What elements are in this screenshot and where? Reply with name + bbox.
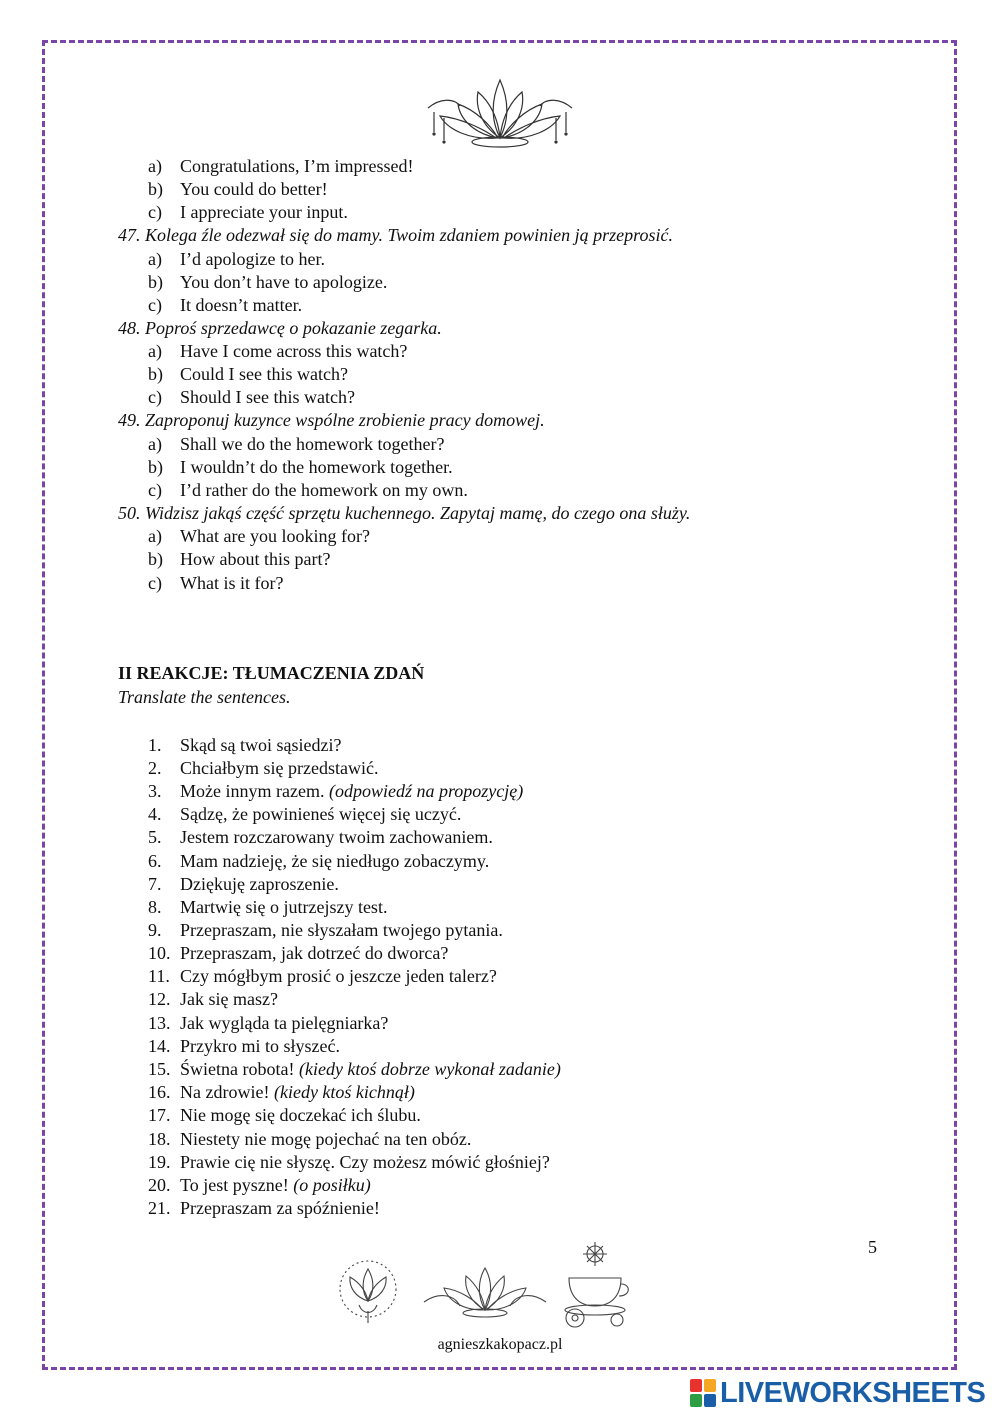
list-item: a) Shall we do the homework together? bbox=[148, 434, 445, 454]
list-item: 9. Przepraszam, nie słyszałam twojego pytania. bbox=[148, 920, 503, 940]
website-url: agnieszkakopacz.pl bbox=[437, 1336, 563, 1353]
list-item: 19. Prawie cię nie słyszę. Czy możesz mówić głośniej? bbox=[148, 1152, 550, 1172]
question-prompt: 48. Poproś sprzedawcę o pokazanie zegarka. bbox=[118, 318, 442, 338]
list-item: c) I appreciate your input. bbox=[148, 202, 348, 222]
list-item: c) What is it for? bbox=[148, 573, 284, 593]
list-item: 13. Jak wygląda ta pielęgniarka? bbox=[148, 1013, 389, 1033]
list-item: a) Congratulations, I’m impressed! bbox=[148, 156, 414, 176]
list-item: 12. Jak się masz? bbox=[148, 989, 278, 1009]
list-item: b) You could do better! bbox=[148, 179, 328, 199]
list-item: c) Should I see this watch? bbox=[148, 387, 355, 407]
page-number: 5 bbox=[868, 1237, 877, 1257]
question-prompt: 50. Widzisz jakąś część sprzętu kuchennego. Zapytaj mamę, do czego ona służy. bbox=[118, 503, 691, 523]
list-item: a) I’d apologize to her. bbox=[148, 249, 325, 269]
list-item: 15. Świetna robota! (kiedy ktoś dobrze wykonał zadanie) bbox=[148, 1059, 561, 1079]
list-item: 21. Przepraszam za spóźnienie! bbox=[148, 1198, 380, 1218]
list-item: b) I wouldn’t do the homework together. bbox=[148, 457, 453, 477]
list-item: b) Could I see this watch? bbox=[148, 364, 348, 384]
list-item: 14. Przykro mi to słyszeć. bbox=[148, 1036, 340, 1056]
liveworksheets-badge-icon bbox=[690, 1379, 716, 1407]
question-prompt: 49. Zaproponuj kuzynce wspólne zrobienie pracy domowej. bbox=[118, 410, 545, 430]
list-item: 20. To jest pyszne! (o posiłku) bbox=[148, 1175, 371, 1195]
liveworksheets-logo bbox=[690, 1376, 985, 1410]
list-item: 18. Niestety nie mogę pojechać na ten obóz. bbox=[148, 1129, 472, 1149]
list-item: 2. Chciałbym się przedstawić. bbox=[148, 758, 379, 778]
lotus-ornament-icon bbox=[420, 1262, 550, 1320]
brand-name: LIVEWORKSHEETS bbox=[720, 1376, 986, 1409]
list-item: a) What are you looking for? bbox=[148, 526, 370, 546]
list-item: 6. Mam nadzieję, że się niedługo zobaczymy. bbox=[148, 851, 490, 871]
teacup-flowers-icon bbox=[555, 1240, 635, 1330]
list-item: 5. Jestem rozczarowany twoim zachowaniem. bbox=[148, 827, 493, 847]
list-item: b) You don’t have to apologize. bbox=[148, 272, 388, 292]
list-item: 7. Dziękuję zaproszenie. bbox=[148, 874, 339, 894]
list-item: 3. Może innym razem. (odpowiedź na propozycję) bbox=[148, 781, 524, 801]
list-item: 17. Nie mogę się doczekać ich ślubu. bbox=[148, 1105, 421, 1125]
list-item: c) I’d rather do the homework on my own. bbox=[148, 480, 468, 500]
section-instruction: Translate the sentences. bbox=[118, 687, 291, 707]
lotus-pendant-icon bbox=[333, 1253, 403, 1325]
list-item: 10. Przepraszam, jak dotrzeć do dworca? bbox=[148, 943, 449, 963]
list-item: 4. Sądzę, że powinieneś więcej się uczyć. bbox=[148, 804, 462, 824]
lotus-ornament-icon bbox=[420, 68, 580, 150]
list-item: 11. Czy mógłbym prosić o jeszcze jeden talerz? bbox=[148, 966, 497, 986]
list-item: 16. Na zdrowie! (kiedy ktoś kichnął) bbox=[148, 1082, 415, 1102]
list-item: 1. Skąd są twoi sąsiedzi? bbox=[148, 735, 342, 755]
question-prompt: 47. Kolega źle odezwał się do mamy. Twoim zdaniem powinien ją przeprosić. bbox=[118, 225, 673, 245]
list-item: a) Have I come across this watch? bbox=[148, 341, 408, 361]
list-item: c) It doesn’t matter. bbox=[148, 295, 303, 315]
list-item: b) How about this part? bbox=[148, 549, 331, 569]
section-heading: II REAKCJE: TŁUMACZENIA ZDAŃ bbox=[118, 663, 425, 683]
list-item: 8. Martwię się o jutrzejszy test. bbox=[148, 897, 388, 917]
